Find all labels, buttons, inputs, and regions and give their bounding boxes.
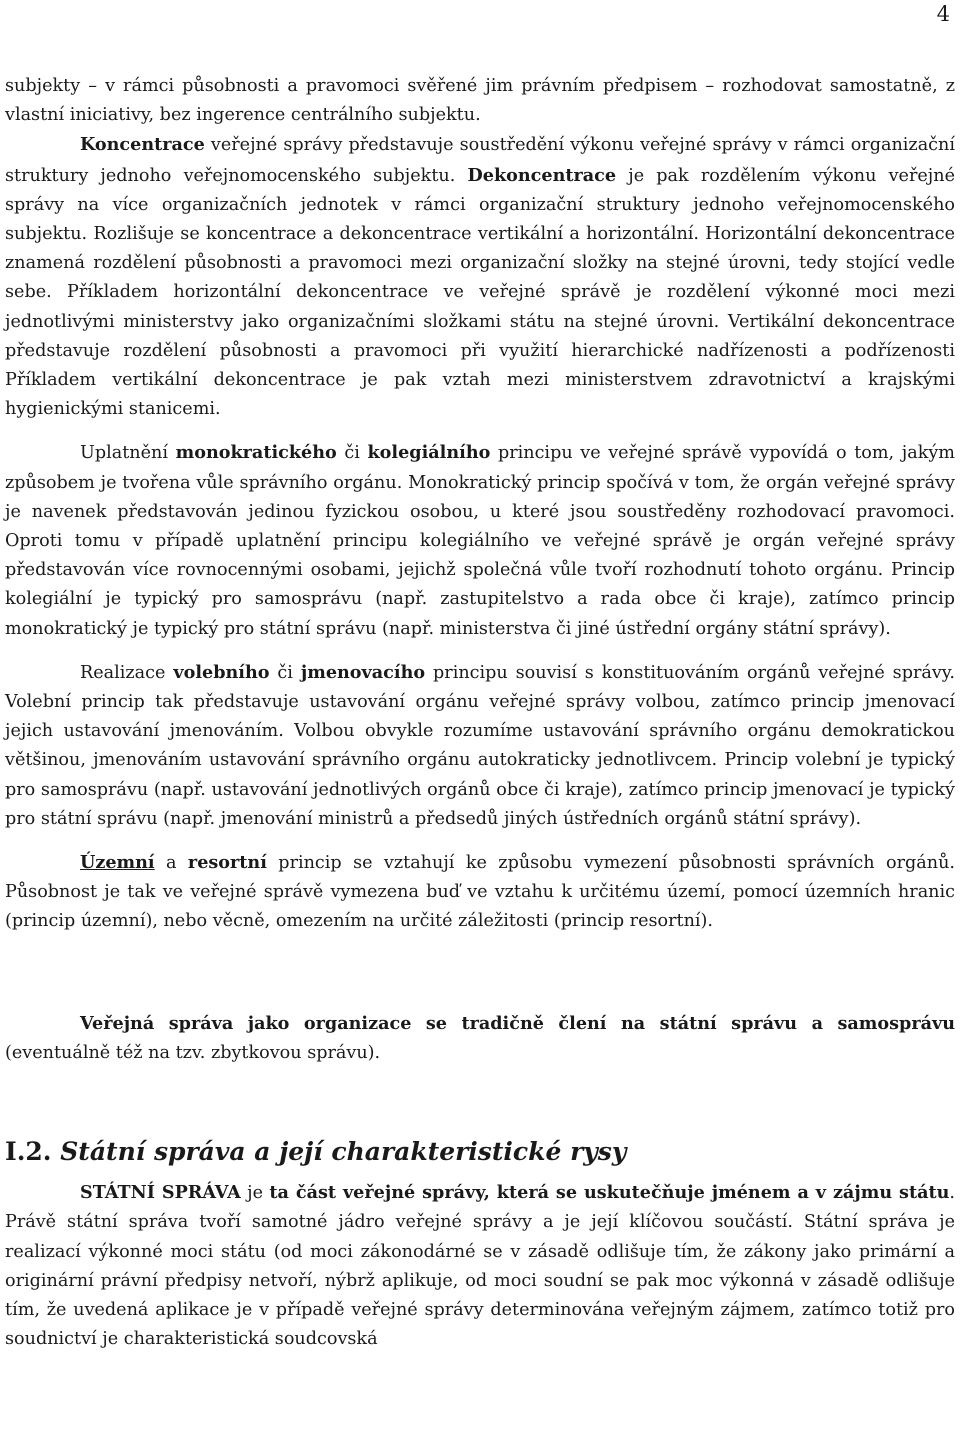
- paragraph-statni-sprava: [5, 1178, 955, 1354]
- term-volebni: volebního: [173, 661, 270, 683]
- term-definition: ta část veřejné správy, která se uskutečňuje jménem a v zájmu státu: [269, 1182, 950, 1204]
- section-heading: [5, 1128, 955, 1176]
- paragraph-koncentrace: [5, 130, 955, 424]
- term-resortni: resortní: [187, 852, 267, 874]
- paragraph-organizace: [5, 1009, 955, 1068]
- paragraph-uzemni: [5, 848, 955, 937]
- paragraph-monokraticky: [5, 438, 955, 643]
- text-run: princip se vztahují ke způsobu vymezení působnosti správních orgánů. Působnost je tak ve veřejné správě vymezena buď ve vztahu k určitému území, pomocí územních hranic (princip územní), nebo věcně, omezením na určité záležitosti (princip resortní).: [5, 853, 955, 932]
- text-run: principu ve veřejné správě vypovídá o tom, jakým způsobem je tvořena vůle správního orgánu. Monokratický princip spočívá v tom, že orgán veřejné správy je navenek představován jedinou fyzickou osobou, u které jsou soustředěny rozhodovací pravomoci. Oproti tomu v případě uplatnění principu kolegiálního ve veřejné správě je orgán veřejné správy představován více rovnocennými osobami, jejichž společná vůle tvoří rozhodnutí tohoto orgánu. Princip kolegiální je typický pro samosprávu (např. zastupitelstvo a rada obce či kraje), zatímco princip monokratický je typický pro státní správu (např. ministerstva či jiné ústřední orgány státní správy).: [5, 443, 955, 639]
- text-run: Uplatnění: [80, 443, 176, 464]
- section-title: Státní správa a její charakteristické rysy: [60, 1137, 627, 1167]
- term-uzemni: Územní: [80, 852, 155, 874]
- text-run: je: [240, 1183, 270, 1204]
- paragraph-volebni: [5, 658, 955, 834]
- document-body: [5, 72, 955, 1354]
- text-run: a: [154, 853, 188, 874]
- text-run: veřejné správy představuje soustředění výkonu veřejné správy v rámci organizační struktury jednoho veřejnomocenského subjektu.: [5, 135, 955, 186]
- text-run: Realizace: [80, 662, 174, 683]
- section-number: I.2.: [5, 1137, 52, 1167]
- text-run: principu souvisí s konstituováním orgánů veřejné správy. Volební princip tak představuje ustavování orgánu veřejné správy volbou, zatímco princip jmenovací jejich ustavování jmenováním. Volbou obvykle rozumíme ustavování správního orgánu demokratickou většinou, jmenováním ustavování správního orgánu autokraticky jednotlivcem. Princip volební je typický pro samosprávu (např. ustavování jednotlivých orgánů obce či kraje), zatímco princip jmenovací je typický pro státní správu (např. jmenování ministrů a předsedů jiných ústředních orgánů státní správy).: [5, 662, 955, 829]
- text-run: subjekty – v rámci působnosti a pravomoci svěřené jim právním předpisem – rozhodovat samostatně, z vlastní iniciativy, bez ingerence centrálního subjektu.: [5, 76, 955, 126]
- text-run: je pak rozdělením výkonu veřejné správy na více organizačních jednotek v rámci organizační struktury jednoho veřejnomocenského subjektu. Rozlišuje se koncentrace a dekoncentrace vertikální a horizontální. Horizontální dekoncentrace znamená rozdělení působnosti a pravomoci mezi organizační složky na stejné úrovni, tedy stojící vedle sebe. Příkladem horizontální dekoncentrace ve veřejné správě je rozdělení výkonné moci mezi jednotlivými ministerstvy jako organizačními složkami státu na stejné úrovni. Vertikální dekoncentrace představuje rozdělení působnosti a pravomoci při využití hierarchické nadřízenosti a podřízenosti Příkladem vertikální dekoncentrace je pak vztah mezi ministerstvem zdravotnictví a krajskými hygienickými stanicemi.: [5, 165, 955, 420]
- term-monokraticky: monokratického: [175, 442, 337, 464]
- term-organizace: Veřejná správa jako organizace se tradičně člení na státní správu a samosprávu: [80, 1012, 955, 1034]
- text-run: . Právě státní správa tvoří samotné jádro veřejné správy a je její klíčovou součástí. Státní správa je realizací výkonné moci státu (od moci zákonodárné se v zásadě odlišuje tím, že zákony jako primární a originární právní předpisy netvoří, nýbrž aplikuje, od moci soudní se pak moc výkonná v zásadě odlišuje tím, že uvedená aplikace je v případě veřejné správy determinována veřejným zájmem, zatímco totiž pro soudnictví je charakteristická soudcovská: [5, 1183, 955, 1350]
- text-run: či: [336, 443, 368, 464]
- text-run: či: [269, 662, 301, 683]
- term-koncentrace: Koncentrace: [80, 134, 205, 156]
- term-kolegialni: kolegiálního: [367, 442, 491, 464]
- text-run: (eventuálně též na tzv. zbytkovou správu).: [5, 1042, 381, 1063]
- term-statni-sprava: STÁTNÍ SPRÁVA: [80, 1182, 241, 1204]
- term-dekoncentrace: Dekoncentrace: [467, 164, 617, 186]
- page-number: 4: [936, 2, 950, 26]
- term-jmenovaci: jmenovacího: [300, 661, 426, 683]
- paragraph-continuation: [5, 72, 955, 130]
